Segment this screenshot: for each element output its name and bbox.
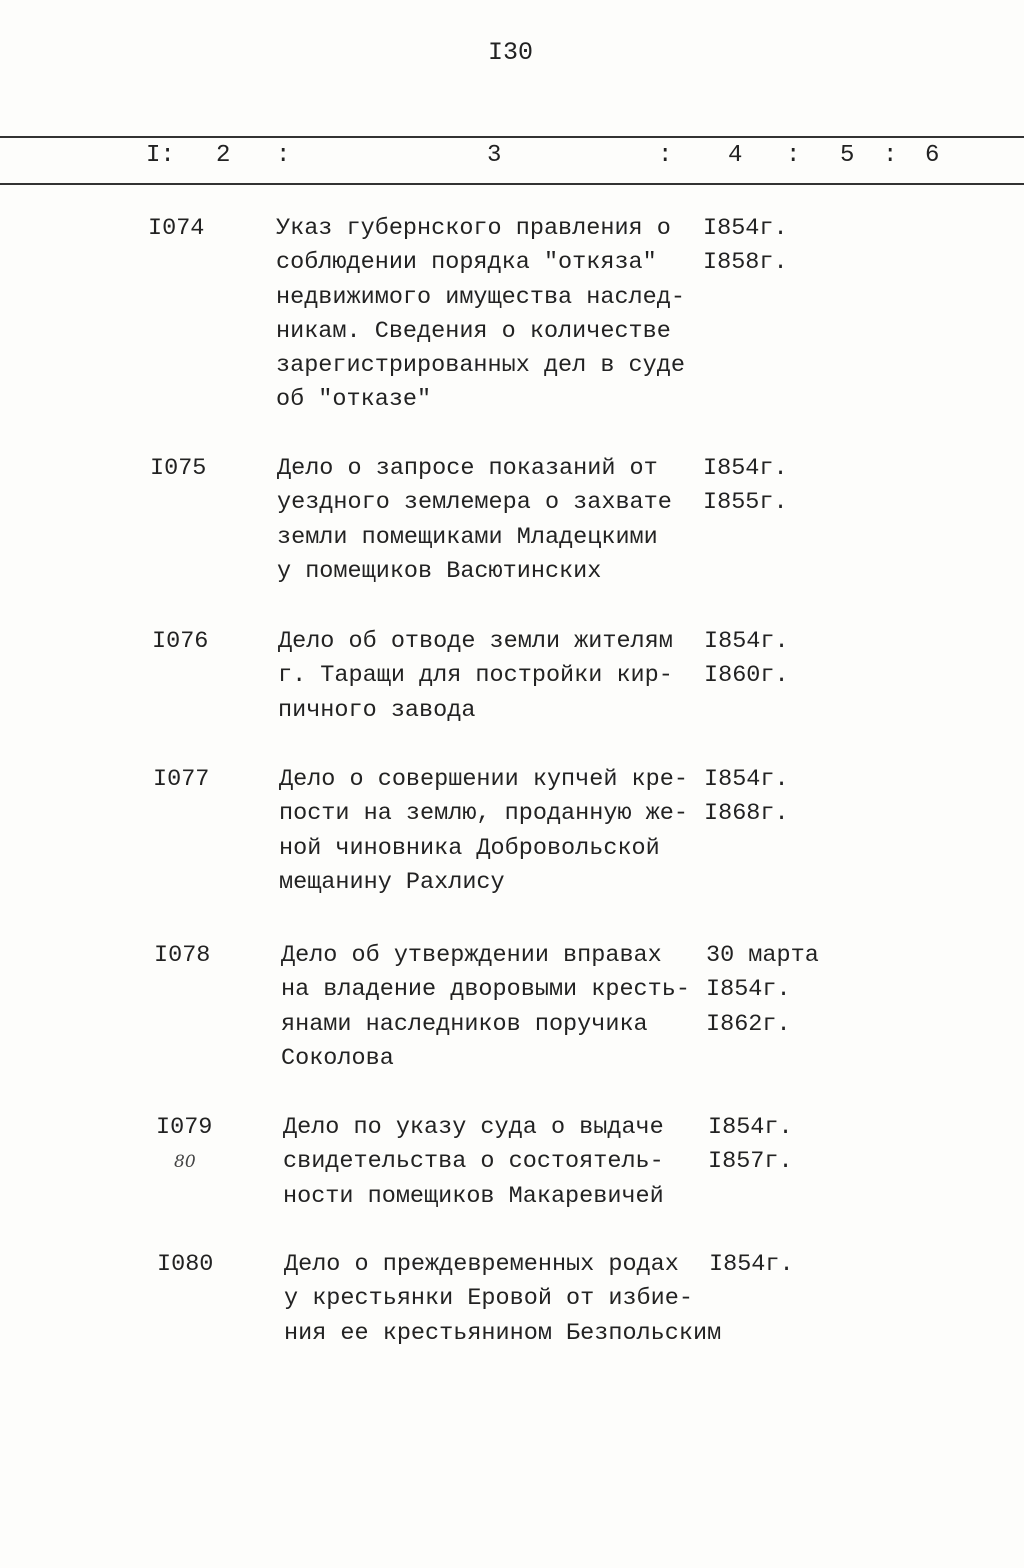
description-line: янами наследников поручика — [281, 1010, 648, 1038]
column-header-6: 6 — [925, 142, 940, 169]
description-line: Дело о запросе показаний от — [277, 455, 658, 482]
column-separator: : — [658, 142, 673, 169]
description-line: свидетельства о состоятель- — [283, 1148, 664, 1176]
entry-description — [283, 1111, 664, 1214]
entry-description — [281, 939, 690, 1076]
entry-number: I074 — [148, 215, 205, 242]
entry-description — [276, 212, 685, 418]
page-number: I30 — [488, 38, 534, 67]
entry-dates — [704, 763, 789, 832]
entry-description — [284, 1248, 721, 1351]
table-top-rule — [0, 136, 1024, 138]
date-line: I860г. — [704, 662, 789, 690]
description-line: недвижимого имущества наслед- — [276, 283, 685, 311]
entry-dates — [709, 1248, 794, 1282]
description-line: ной чиновника Добровольской — [279, 834, 660, 862]
column-header-4: 4 — [728, 142, 743, 169]
entry-dates — [703, 212, 788, 281]
description-line: земли помещиками Младецкими — [277, 523, 658, 551]
description-line: соблюдении порядка "откяза" — [276, 249, 657, 277]
description-line: г. Таращи для постройки кир- — [278, 662, 673, 690]
description-line: ности помещиков Макаревичей — [283, 1182, 664, 1210]
entry-number: I076 — [152, 628, 209, 655]
column-separator: 2 — [216, 142, 231, 169]
description-line: уездного землемера о захвате — [277, 489, 672, 517]
date-line: I862г. — [706, 1010, 791, 1038]
date-line: I855г. — [703, 489, 788, 517]
description-line: у помещиков Васютинских — [277, 557, 602, 585]
column-separator: : — [786, 142, 801, 169]
description-line: зарегистрированных дел в суде — [276, 352, 685, 380]
description-line: Дело об утверждении вправах — [281, 942, 662, 969]
entry-description — [278, 625, 673, 728]
date-line: I854г. — [704, 628, 789, 655]
entry-number: I075 — [150, 455, 207, 482]
entry-dates — [706, 939, 819, 1042]
date-line: I854г. — [709, 1251, 794, 1278]
entry-dates — [704, 625, 789, 694]
description-line: у крестьянки Еровой от избие- — [284, 1285, 693, 1313]
description-line: на владение дворовыми кресть- — [281, 976, 690, 1004]
description-line: пичного завода — [278, 696, 476, 724]
description-line: Соколова — [281, 1044, 394, 1072]
entry-dates — [708, 1111, 793, 1180]
entry-description — [279, 763, 688, 900]
description-line: ния ее крестьянином Безпольским — [284, 1319, 722, 1347]
column-header-1: I: — [146, 142, 175, 169]
date-line: I854г. — [703, 455, 788, 482]
table-header-rule — [0, 183, 1024, 185]
entry-dates — [703, 452, 788, 521]
description-line: Дело о совершении купчей кре- — [279, 766, 688, 793]
entry-description — [277, 452, 672, 589]
date-line: I854г. — [704, 766, 789, 793]
date-line: I857г. — [708, 1148, 793, 1176]
handwritten-note: 80 — [174, 1152, 196, 1172]
description-line: пости на землю, проданную же- — [279, 800, 688, 828]
date-line: I854г. — [708, 1114, 793, 1141]
description-line: никам. Сведения о количестве — [276, 317, 671, 345]
column-header-3: 3 — [487, 142, 502, 169]
description-line: Указ губернского правления о — [276, 215, 671, 242]
description-line: Дело об отводе земли жителям — [278, 628, 673, 655]
column-separator: : — [276, 142, 291, 169]
entry-number: I077 — [153, 766, 210, 793]
date-line: I858г. — [703, 249, 788, 277]
entry-number: I079 — [156, 1114, 213, 1141]
column-separator: : — [883, 142, 898, 169]
date-line: I854г. — [706, 976, 791, 1004]
description-line: Дело о преждевременных родах — [284, 1251, 679, 1278]
description-line: Дело по указу суда о выдаче — [283, 1114, 664, 1141]
entry-number: I080 — [157, 1251, 214, 1278]
date-line: 30 марта — [706, 942, 819, 969]
column-header-5: 5 — [840, 142, 855, 169]
description-line: мещанину Рахлису — [279, 868, 505, 896]
date-line: I868г. — [704, 800, 789, 828]
date-line: I854г. — [703, 215, 788, 242]
description-line: об "отказе" — [276, 386, 432, 414]
entry-number: I078 — [154, 942, 211, 969]
